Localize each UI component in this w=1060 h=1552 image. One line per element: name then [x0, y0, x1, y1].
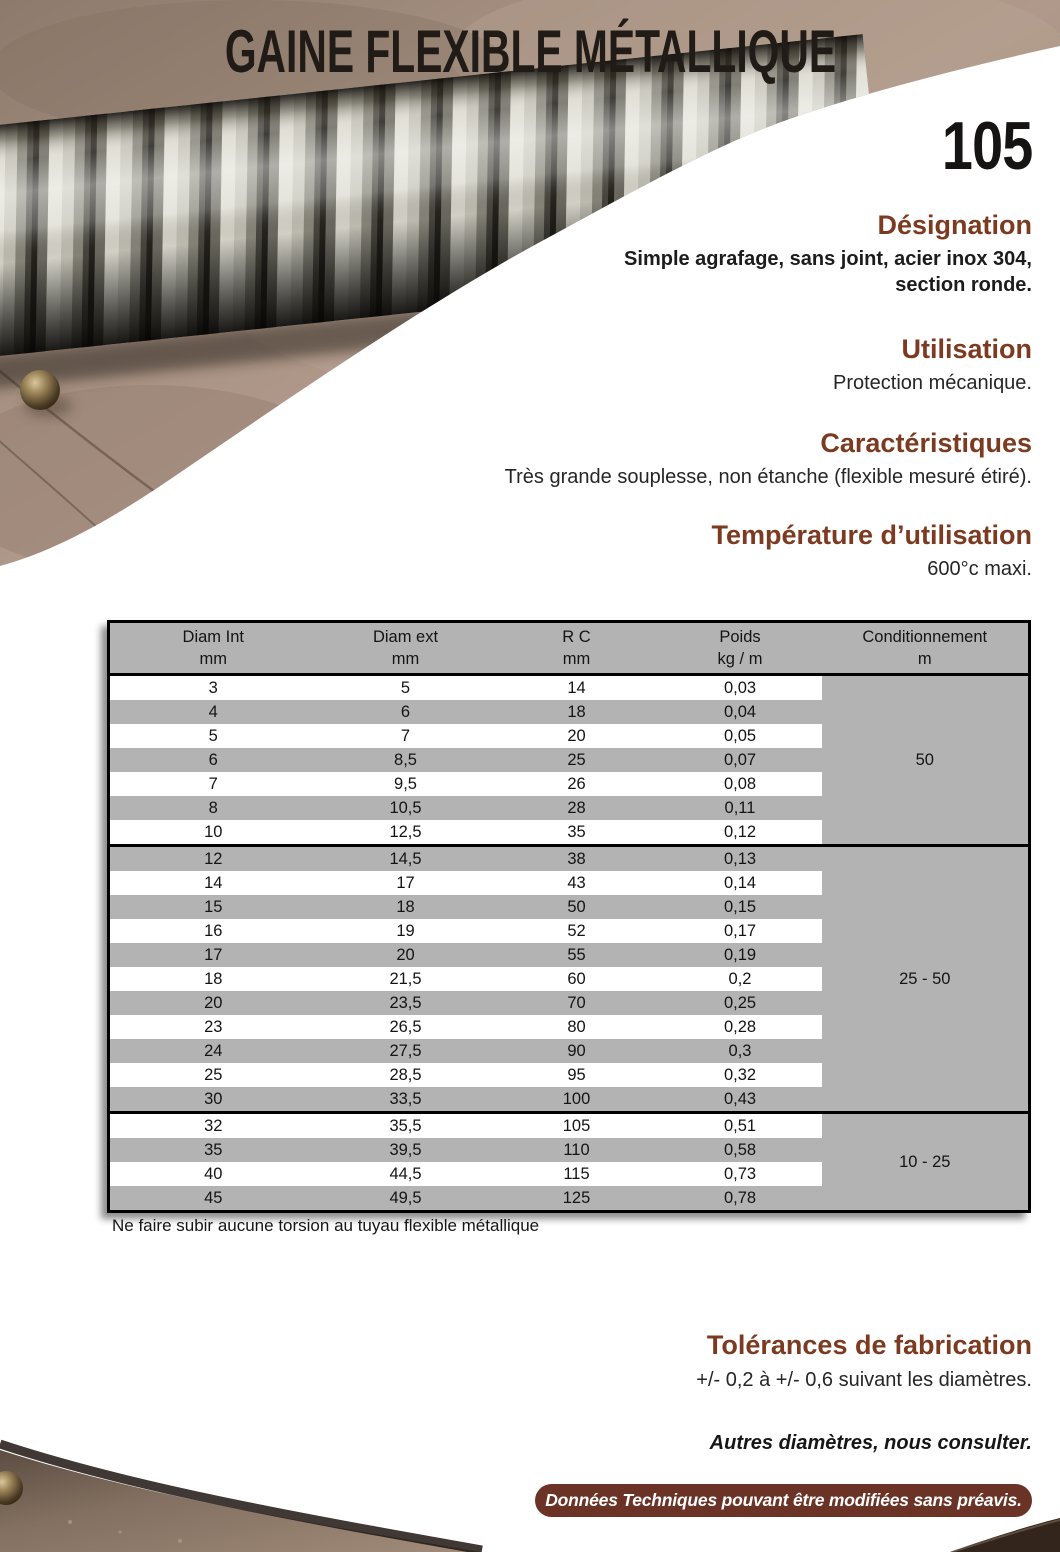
table-cell: 70 [495, 991, 659, 1015]
table-cell: 0,08 [659, 772, 822, 796]
header-row [109, 622, 1030, 675]
table-row [109, 1113, 1030, 1139]
table-cell: 0,51 [659, 1113, 822, 1139]
table-cell: 3 [109, 675, 317, 701]
column-header [317, 622, 495, 675]
table-cell: 80 [495, 1015, 659, 1039]
column-label: R C [562, 628, 591, 646]
table-cell: 0,12 [659, 820, 822, 846]
table-cell: 35,5 [317, 1113, 495, 1139]
column-label: Conditionnement [862, 628, 988, 646]
table-cell: 0,2 [659, 967, 822, 991]
column-header [659, 622, 822, 675]
table-cell: 0,73 [659, 1162, 822, 1186]
conditionnement-cell: 50 [822, 675, 1030, 846]
spec-table-body [109, 675, 1030, 1212]
disclaimer-text: Données Techniques pouvant être modifiées sans préavis. [545, 1490, 1022, 1510]
table-cell: 21,5 [317, 967, 495, 991]
section-tolerances [392, 1330, 1032, 1392]
table-cell: 25 [109, 1063, 317, 1087]
section-heading: Tolérances de fabrication [706, 1330, 1032, 1360]
table-cell: 16 [109, 919, 317, 943]
table-cell: 49,5 [317, 1186, 495, 1212]
brass-stud [20, 370, 60, 410]
table-cell: 125 [495, 1186, 659, 1212]
table-cell: 43 [495, 871, 659, 895]
table-cell: 0,3 [659, 1039, 822, 1063]
table-cell: 10,5 [317, 796, 495, 820]
table-cell: 0,11 [659, 796, 822, 820]
column-unit: mm [562, 650, 591, 668]
disclaimer-banner [535, 1484, 1032, 1517]
table-cell: 33,5 [317, 1087, 495, 1113]
table-cell: 60 [495, 967, 659, 991]
section-body: Simple agrafage, sans joint, acier inox 304, section ronde. [624, 248, 1032, 297]
section-body: +/- 0,2 à +/- 0,6 suivant les diamètres. [696, 1369, 1032, 1392]
table-cell: 14 [495, 675, 659, 701]
table-cell: 23,5 [317, 991, 495, 1015]
column-unit: mm [199, 650, 227, 668]
table-cell: 20 [495, 724, 659, 748]
table-cell: 90 [495, 1039, 659, 1063]
info-column [392, 108, 1032, 582]
table-cell: 17 [109, 943, 317, 967]
table-cell: 28 [495, 796, 659, 820]
table-cell: 6 [317, 700, 495, 724]
spec-table-header [109, 622, 1030, 675]
table-cell: 8 [109, 796, 317, 820]
table-cell: 110 [495, 1138, 659, 1162]
table-cell: 115 [495, 1162, 659, 1186]
table-row [109, 675, 1030, 701]
table-cell: 20 [109, 991, 317, 1015]
table-cell: 40 [109, 1162, 317, 1186]
column-header [822, 622, 1030, 675]
table-cell: 35 [109, 1138, 317, 1162]
section-designation [392, 210, 1032, 298]
table-cell: 0,78 [659, 1186, 822, 1212]
table-cell: 18 [317, 895, 495, 919]
table-cell: 8,5 [317, 748, 495, 772]
bottom-left-photo-corner [0, 1400, 500, 1552]
table-cell: 0,32 [659, 1063, 822, 1087]
table-cell: 14,5 [317, 846, 495, 872]
table-cell: 39,5 [317, 1138, 495, 1162]
table-cell: 52 [495, 919, 659, 943]
bottom-right-photo-corner [950, 1518, 1060, 1552]
page-title: GAINE FLEXIBLE MÉTALLIQUE [224, 18, 836, 85]
table-cell: 7 [109, 772, 317, 796]
table-footnote: Ne faire subir aucune torsion au tuyau flexible métallique [112, 1216, 540, 1235]
table-cell: 6 [109, 748, 317, 772]
column-label: Poids [719, 628, 761, 646]
table-cell: 95 [495, 1063, 659, 1087]
table-cell: 38 [495, 846, 659, 872]
table-cell: 35 [495, 820, 659, 846]
table-cell: 17 [317, 871, 495, 895]
conditionnement-cell: 10 - 25 [822, 1113, 1030, 1212]
table-cell: 30 [109, 1087, 317, 1113]
table-cell: 0,19 [659, 943, 822, 967]
section-heading: Utilisation [901, 334, 1032, 365]
table-cell: 12,5 [317, 820, 495, 846]
table-cell: 20 [317, 943, 495, 967]
table-cell: 12 [109, 846, 317, 872]
table-cell: 0,07 [659, 748, 822, 772]
table-cell: 7 [317, 724, 495, 748]
column-header [495, 622, 659, 675]
table-cell: 55 [495, 943, 659, 967]
table-cell: 4 [109, 700, 317, 724]
table-cell: 18 [495, 700, 659, 724]
table-cell: 14 [109, 871, 317, 895]
table-cell: 0,13 [659, 846, 822, 872]
consult-note: Autres diamètres, nous consulter. [709, 1432, 1032, 1454]
section-body: Protection mécanique. [832, 372, 1032, 395]
table-cell: 45 [109, 1186, 317, 1212]
column-unit: mm [391, 650, 420, 668]
spec-table [107, 620, 1031, 1213]
section-body: 600°c maxi. [927, 558, 1032, 581]
table-cell: 0,15 [659, 895, 822, 919]
column-label: Diam Int [182, 628, 244, 646]
table-cell: 0,14 [659, 871, 822, 895]
column-unit: m [917, 650, 932, 668]
table-cell: 25 [495, 748, 659, 772]
table-cell: 32 [109, 1113, 317, 1139]
column-unit: kg / m [717, 650, 763, 668]
table-cell: 0,05 [659, 724, 822, 748]
table-cell: 26 [495, 772, 659, 796]
section-body: Très grande souplesse, non étanche (flexible mesuré étiré). [504, 466, 1032, 489]
table-cell: 0,25 [659, 991, 822, 1015]
table-cell: 0,28 [659, 1015, 822, 1039]
section-utilisation [392, 334, 1032, 396]
section-heading: Caractéristiques [820, 428, 1032, 459]
table-cell: 5 [109, 724, 317, 748]
table-cell: 23 [109, 1015, 317, 1039]
table-cell: 100 [495, 1087, 659, 1113]
table-cell: 0,04 [659, 700, 822, 724]
table-cell: 5 [317, 675, 495, 701]
table-cell: 27,5 [317, 1039, 495, 1063]
section-heading: Désignation [877, 210, 1032, 240]
table-cell: 44,5 [317, 1162, 495, 1186]
table-cell: 24 [109, 1039, 317, 1063]
column-label: Diam ext [372, 628, 439, 646]
table-cell: 19 [317, 919, 495, 943]
table-cell: 10 [109, 820, 317, 846]
table-cell: 26,5 [317, 1015, 495, 1039]
conditionnement-cell: 25 - 50 [822, 846, 1030, 1113]
section-temperature [392, 520, 1032, 582]
table-cell: 18 [109, 967, 317, 991]
table-cell: 0,17 [659, 919, 822, 943]
table-cell: 0,03 [659, 675, 822, 701]
table-row [109, 846, 1030, 872]
section-caracteristiques [392, 428, 1032, 490]
table-cell: 9,5 [317, 772, 495, 796]
section-heading: Température d’utilisation [711, 520, 1032, 551]
table-cell: 0,58 [659, 1138, 822, 1162]
table-cell: 0,43 [659, 1087, 822, 1113]
table-cell: 50 [495, 895, 659, 919]
page-number: 105 [941, 108, 1032, 184]
table-cell: 28,5 [317, 1063, 495, 1087]
column-header [109, 622, 317, 675]
table-cell: 105 [495, 1113, 659, 1139]
table-cell: 15 [109, 895, 317, 919]
